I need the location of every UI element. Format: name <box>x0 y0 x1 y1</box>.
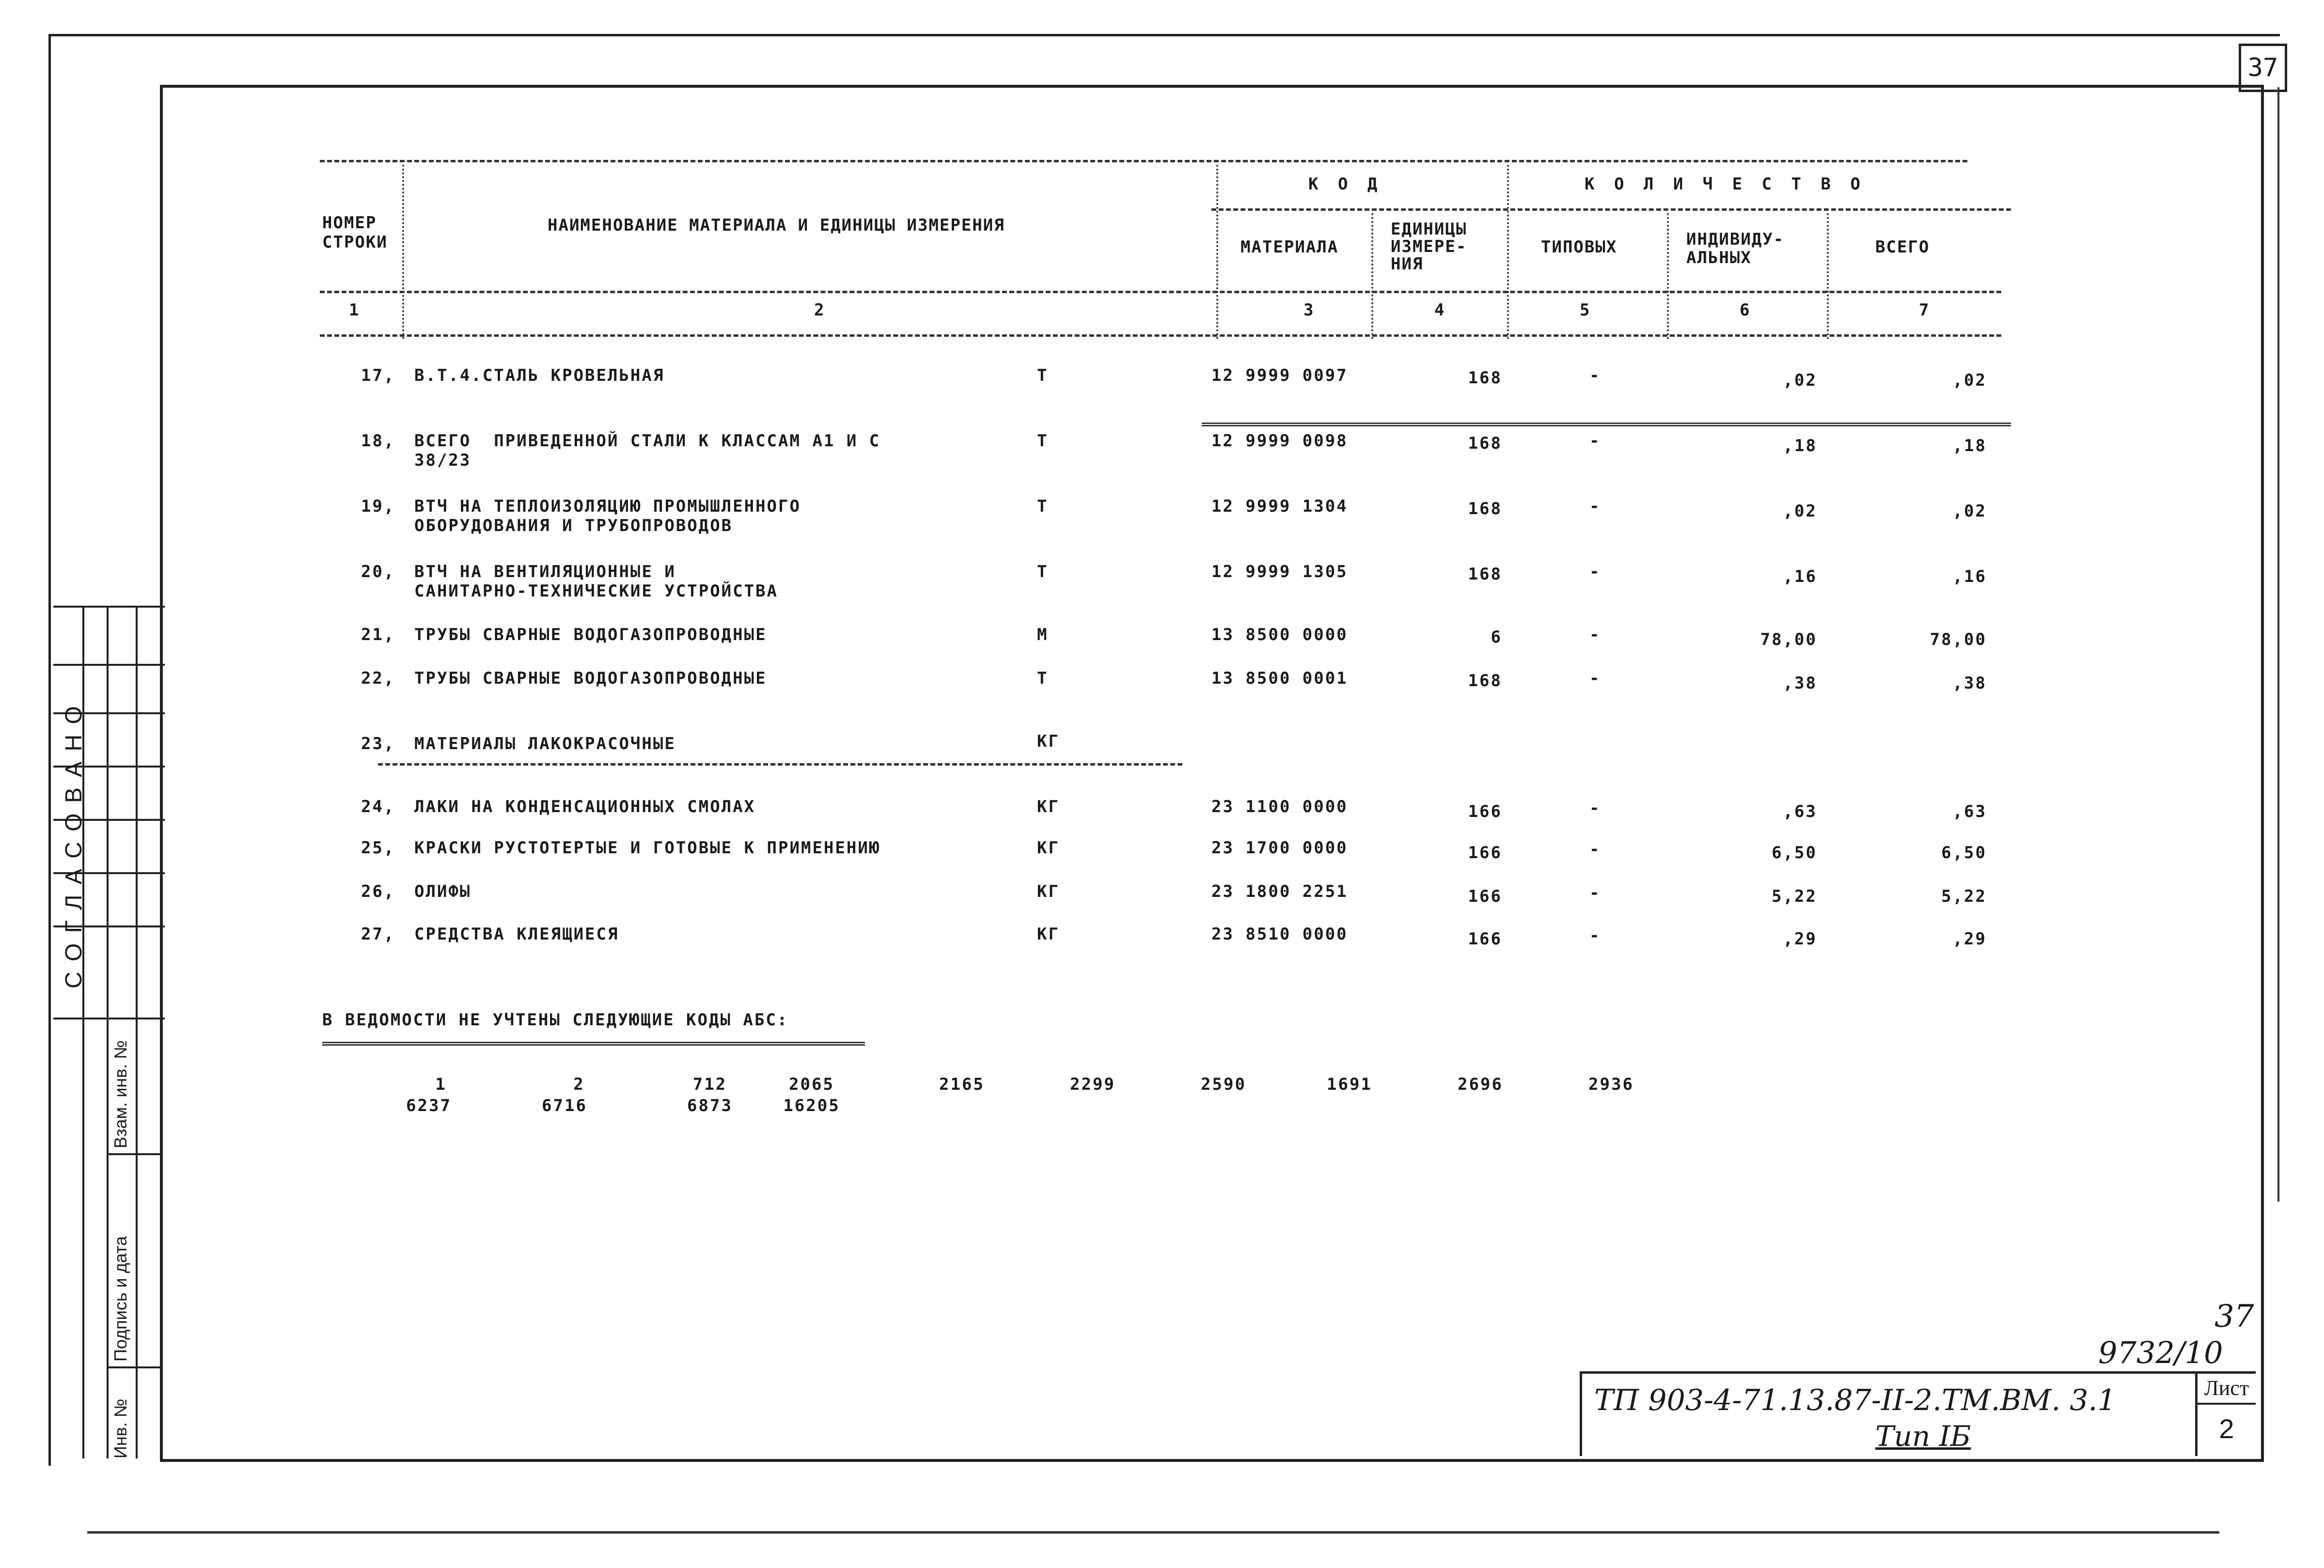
row-typical: - <box>1589 366 1601 385</box>
row-code: 23 1700 0000 <box>1211 838 1348 858</box>
row-separator <box>1202 423 2011 426</box>
code-item: 1691 <box>1327 1075 1372 1094</box>
document-code: ТП 903-4-71.13.87-II-2.ТМ.ВМ. 3.1 <box>1594 1383 2116 1417</box>
row-unit-code: 166 <box>1468 887 1502 906</box>
row-unit-code: 168 <box>1468 368 1502 388</box>
row-individual: 6,50 <box>1772 843 1817 862</box>
row-unit-code: 168 <box>1468 564 1502 584</box>
header-code-group: К О Д <box>1308 174 1382 194</box>
row-unit-code: 166 <box>1468 843 1502 862</box>
row-typical: - <box>1589 497 1601 516</box>
row-name: ВСЕГО ПРИВЕДЕННОЙ СТАЛИ К КЛАССАМ А1 И С 38/23 <box>414 431 881 470</box>
header-qty-total: ВСЕГО <box>1875 237 1930 257</box>
row-unit-code: 166 <box>1468 802 1502 821</box>
header-quantity-group: К О Л И Ч Е С Т В О <box>1585 174 1865 194</box>
row-individual: ,38 <box>1783 674 1817 693</box>
code-item: 6716 <box>542 1096 587 1115</box>
code-item: 1 <box>435 1075 447 1094</box>
row-typical: - <box>1589 431 1601 451</box>
col-number-7: 7 <box>1919 300 1930 320</box>
inventory-number-label: Инв. № <box>110 1398 130 1458</box>
header-qty-individual: ИНДИВИДУ- АЛЬНЫХ <box>1686 230 1785 267</box>
row-number: 23, <box>361 734 395 753</box>
row-total: ,02 <box>1952 371 1987 390</box>
row-typical: - <box>1589 562 1601 581</box>
code-item: 16205 <box>783 1096 840 1115</box>
row-unit: КГ <box>1037 797 1060 816</box>
code-item: 6237 <box>406 1096 452 1115</box>
row-unit: КГ <box>1037 925 1060 944</box>
row-name: ЛАКИ НА КОНДЕНСАЦИОННЫХ СМОЛАХ <box>414 797 756 816</box>
col-number-3: 3 <box>1303 300 1315 320</box>
codes-note: В ВЕДОМОСТИ НЕ УЧТЕНЫ СЛЕДУЮЩИЕ КОДЫ АБС: <box>322 1010 789 1030</box>
row-typical: - <box>1589 625 1601 644</box>
row-number: 27, <box>361 925 395 944</box>
handwritten-page: 37 <box>2214 1299 2254 1334</box>
row-code: 23 1800 2251 <box>1211 882 1348 901</box>
row-individual: 78,00 <box>1760 630 1817 649</box>
code-item: 6873 <box>687 1096 733 1115</box>
row-number: 20, <box>361 562 395 581</box>
row-separator <box>378 763 1182 766</box>
row-number: 24, <box>361 797 395 816</box>
row-number: 22, <box>361 669 395 688</box>
row-typical: - <box>1589 669 1601 688</box>
row-code: 23 1100 0000 <box>1211 797 1348 816</box>
col-number-1: 1 <box>349 300 360 320</box>
row-number: 25, <box>361 838 395 858</box>
code-item: 712 <box>692 1075 727 1094</box>
row-name: ОЛИФЫ <box>414 882 471 901</box>
header-code-material: МАТЕРИАЛА <box>1241 237 1339 257</box>
row-individual: ,63 <box>1783 802 1817 821</box>
row-code: 12 9999 0097 <box>1211 366 1348 385</box>
handwritten-reference: 9732/10 <box>2098 1335 2223 1370</box>
row-total: 78,00 <box>1930 630 1987 649</box>
sheet-number: 2 <box>2219 1413 2234 1444</box>
row-code: 12 9999 0098 <box>1211 431 1348 451</box>
row-total: 5,22 <box>1941 887 1987 906</box>
row-unit-code: 168 <box>1468 671 1502 690</box>
row-unit: М <box>1037 625 1049 644</box>
header-material-name: НАИМЕНОВАНИЕ МАТЕРИАЛА И ЕДИНИЦЫ ИЗМЕРЕНИЯ <box>548 216 1005 235</box>
row-code: 13 8500 0001 <box>1211 669 1348 688</box>
row-code: 12 9999 1305 <box>1211 562 1348 581</box>
row-name: МАТЕРИАЛЫ ЛАКОКРАСОЧНЫЕ <box>414 734 676 753</box>
row-total: ,16 <box>1952 567 1987 586</box>
row-name: ТРУБЫ СВАРНЫЕ ВОДОГАЗОПРОВОДНЫЕ <box>414 625 767 644</box>
col-number-5: 5 <box>1580 300 1591 320</box>
header-code-unit: ЕДИНИЦЫ ИЗМЕРЕ- НИЯ <box>1391 220 1467 274</box>
row-number: 17, <box>361 366 395 385</box>
row-number: 18, <box>361 431 395 451</box>
code-item: 2590 <box>1201 1075 1246 1094</box>
row-individual: 5,22 <box>1772 887 1817 906</box>
row-number: 19, <box>361 497 395 516</box>
row-unit: Т <box>1037 497 1049 516</box>
signature-date-label: Подпись и дата <box>110 1236 130 1362</box>
row-individual: ,02 <box>1783 371 1817 390</box>
row-number: 26, <box>361 882 395 901</box>
row-total: ,29 <box>1952 929 1987 949</box>
row-unit: КГ <box>1037 838 1060 858</box>
sheet-box <box>2195 1371 2256 1456</box>
row-unit-code: 166 <box>1468 929 1502 949</box>
row-unit: КГ <box>1037 882 1060 901</box>
row-unit-code: 168 <box>1468 499 1502 518</box>
row-unit-code: 168 <box>1468 434 1502 453</box>
row-unit: Т <box>1037 431 1049 451</box>
corner-page-number: 37 <box>2239 44 2287 92</box>
row-code: 23 8510 0000 <box>1211 925 1348 944</box>
row-unit: КГ <box>1037 732 1060 751</box>
code-item: 2696 <box>1458 1075 1503 1094</box>
sheet-label: Лист <box>2198 1374 2256 1405</box>
col-number-4: 4 <box>1434 300 1445 320</box>
row-typical: - <box>1589 926 1601 945</box>
row-name: ВТЧ НА ВЕНТИЛЯЦИОННЫЕ И САНИТАРНО-ТЕХНИЧЕСКИЕ УСТРОЙСТВА <box>414 562 779 601</box>
row-total: ,63 <box>1952 802 1987 821</box>
col-number-2: 2 <box>814 300 825 320</box>
agreed-label: С О Г Л А С О В А Н О <box>61 704 87 988</box>
row-total: ,38 <box>1952 674 1987 693</box>
code-item: 2 <box>573 1075 585 1094</box>
row-total: ,02 <box>1952 502 1987 521</box>
row-code: 13 8500 0000 <box>1211 625 1348 644</box>
row-total: 6,50 <box>1941 843 1987 862</box>
row-typical: - <box>1589 799 1601 818</box>
document-type: Тип IБ <box>1875 1420 1971 1453</box>
row-name: ТРУБЫ СВАРНЫЕ ВОДОГАЗОПРОВОДНЫЕ <box>414 669 767 688</box>
replaced-inventory-label: Взам. инв. № <box>110 1040 130 1148</box>
row-unit: Т <box>1037 669 1049 688</box>
note-underline <box>322 1042 865 1046</box>
row-name: СРЕДСТВА КЛЕЯЩИЕСЯ <box>414 925 619 944</box>
row-unit-code: 6 <box>1491 627 1502 647</box>
row-name: В.Т.4.СТАЛЬ КРОВЕЛЬНАЯ <box>414 366 665 385</box>
code-item: 2936 <box>1588 1075 1634 1094</box>
scan-edge-line <box>87 1531 2219 1534</box>
row-typical: - <box>1589 883 1601 903</box>
header-row-number: НОМЕР СТРОКИ <box>322 213 388 252</box>
row-individual: ,18 <box>1783 436 1817 455</box>
row-individual: ,29 <box>1783 929 1817 949</box>
code-item: 2065 <box>789 1075 834 1094</box>
row-number: 21, <box>361 625 395 644</box>
row-name: КРАСКИ РУСТОТЕРТЫЕ И ГОТОВЫЕ К ПРИМЕНЕНИЮ <box>414 838 881 858</box>
row-unit: Т <box>1037 562 1049 581</box>
row-unit: Т <box>1037 366 1049 385</box>
row-name: ВТЧ НА ТЕПЛОИЗОЛЯЦИЮ ПРОМЫШЛЕННОГО ОБОРУДОВАНИЯ И ТРУБОПРОВОДОВ <box>414 497 801 535</box>
code-item: 2165 <box>939 1075 985 1094</box>
row-individual: ,16 <box>1783 567 1817 586</box>
col-number-6: 6 <box>1740 300 1751 320</box>
scan-edge-line <box>2277 87 2279 1202</box>
row-typical: - <box>1589 840 1601 859</box>
row-individual: ,02 <box>1783 502 1817 521</box>
code-item: 2299 <box>1070 1075 1115 1094</box>
row-total: ,18 <box>1952 436 1987 455</box>
row-code: 12 9999 1304 <box>1211 497 1348 516</box>
header-qty-typical: ТИПОВЫХ <box>1541 237 1617 257</box>
